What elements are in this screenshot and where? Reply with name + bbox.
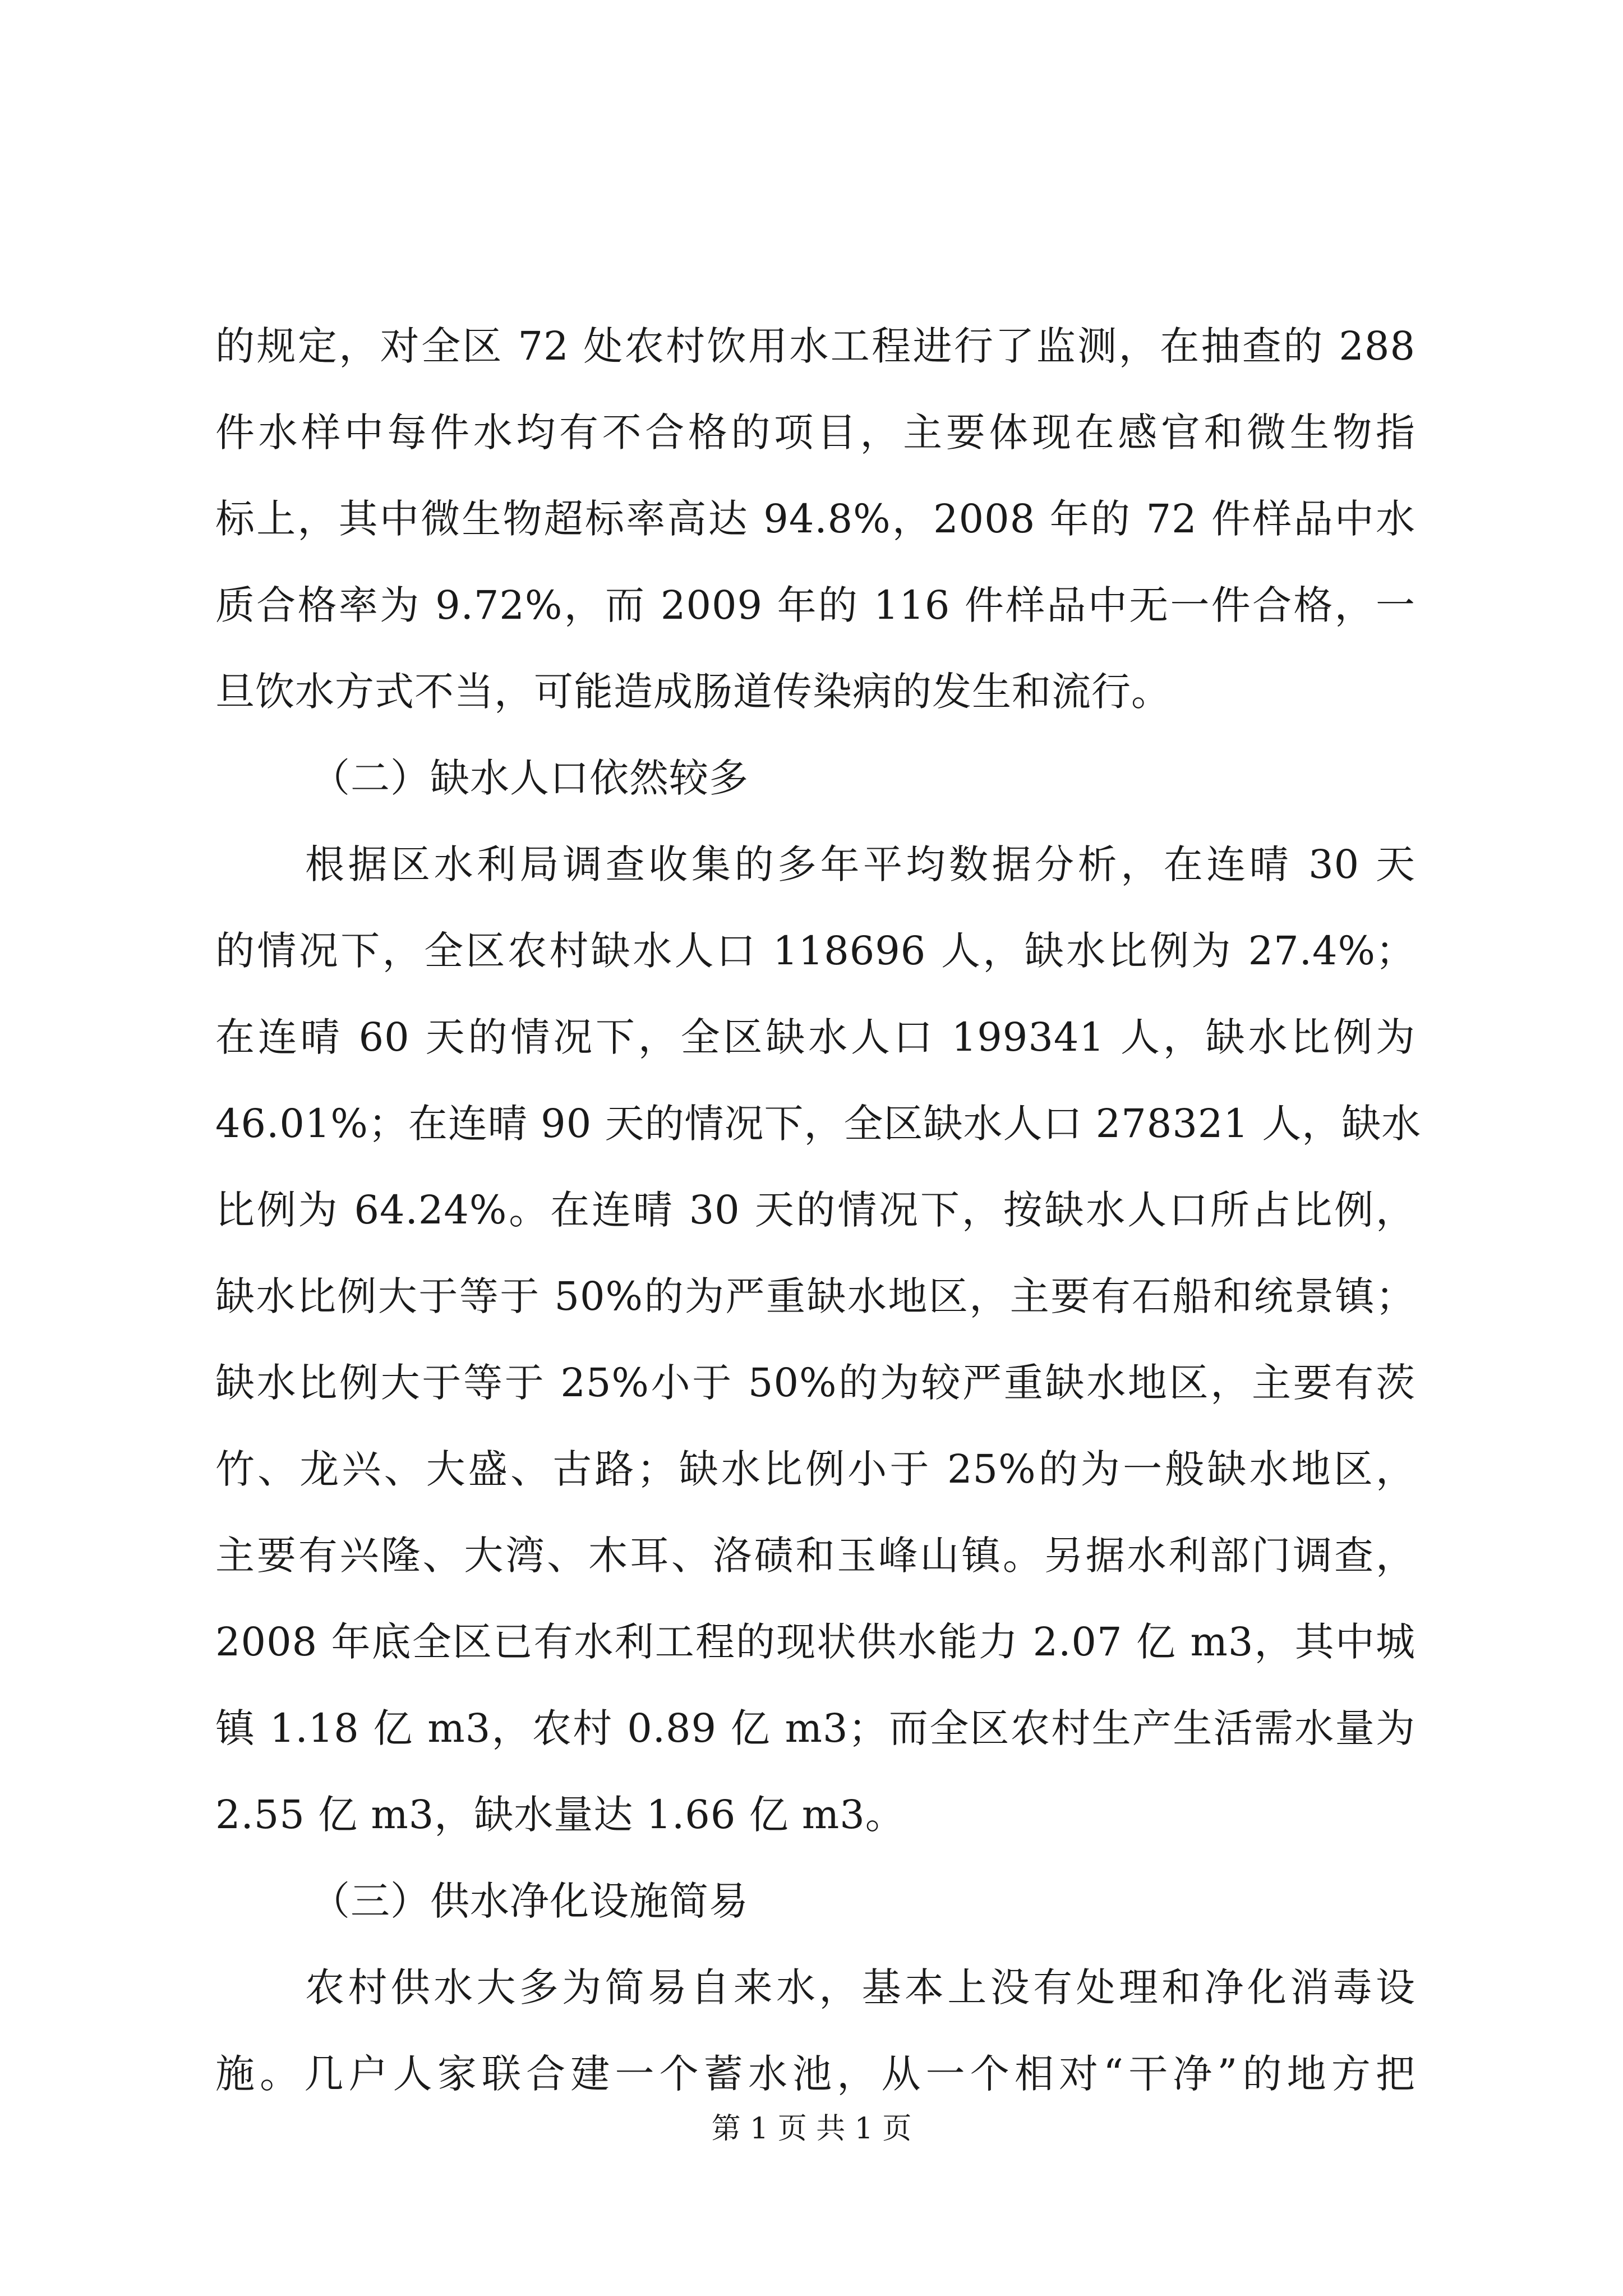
paragraph-line: 比例为 64.24%。在连晴 30 天的情况下，按缺水人口所占比例， [215, 1187, 1415, 1233]
paragraph-line: 旦饮水方式不当，可能造成肠道传染病的发生和流行。 [215, 669, 1171, 715]
paragraph-line: 镇 1.18 亿 m3，农村 0.89 亿 m3；而全区农村生产生活需水量为 [215, 1705, 1415, 1751]
paragraph-line: 竹、龙兴、大盛、古路；缺水比例小于 25%的为一般缺水地区， [215, 1446, 1415, 1492]
section-heading: （二）缺水人口依然较多 [311, 755, 749, 801]
paragraph-line: 46.01%；在连晴 90 天的情况下，全区缺水人口 278321 人，缺水 [215, 1101, 1422, 1147]
paragraph-line: 的情况下，全区农村缺水人口 118696 人，缺水比例为 27.4%； [215, 928, 1415, 974]
paragraph-line: 质合格率为 9.72%，而 2009 年的 116 件样品中无一件合格，一 [215, 582, 1415, 628]
paragraph-line: 标上，其中微生物超标率高达 94.8%，2008 年的 72 件样品中水 [215, 496, 1415, 542]
paragraph-line: 2008 年底全区已有水利工程的现状供水能力 2.07 亿 m3，其中城 [215, 1619, 1415, 1665]
page-footer: 第 1 页 共 1 页 [711, 2112, 912, 2146]
paragraph-line: 农村供水大多为简易自来水，基本上没有处理和净化消毒设 [305, 1964, 1415, 2010]
section-heading: （三）供水净化设施简易 [311, 1878, 749, 1924]
paragraph-line: 主要有兴隆、大湾、木耳、洛碛和玉峰山镇。另据水利部门调查， [215, 1533, 1415, 1579]
body-text [215, 303, 1422, 2117]
paragraph-line: 件水样中每件水均有不合格的项目，主要体现在感官和微生物指 [215, 409, 1415, 455]
paragraph-line: 2.55 亿 m3，缺水量达 1.66 亿 m3。 [215, 1792, 905, 1838]
paragraph-line: 的规定，对全区 72 处农村饮用水工程进行了监测，在抽查的 288 [215, 323, 1415, 369]
paragraph-line: 根据区水利局调查收集的多年平均数据分析，在连晴 30 天 [305, 841, 1415, 887]
paragraph-line: 在连晴 60 天的情况下，全区缺水人口 199341 人，缺水比例为 [215, 1014, 1415, 1060]
paragraph-line: 缺水比例大于等于 50%的为严重缺水地区，主要有石船和统景镇； [215, 1273, 1415, 1319]
paragraph-line: 缺水比例大于等于 25%小于 50%的为较严重缺水地区，主要有茨 [215, 1360, 1415, 1406]
paragraph-line: 施。几户人家联合建一个蓄水池，从一个相对“干净”的地方把 [215, 2051, 1415, 2097]
